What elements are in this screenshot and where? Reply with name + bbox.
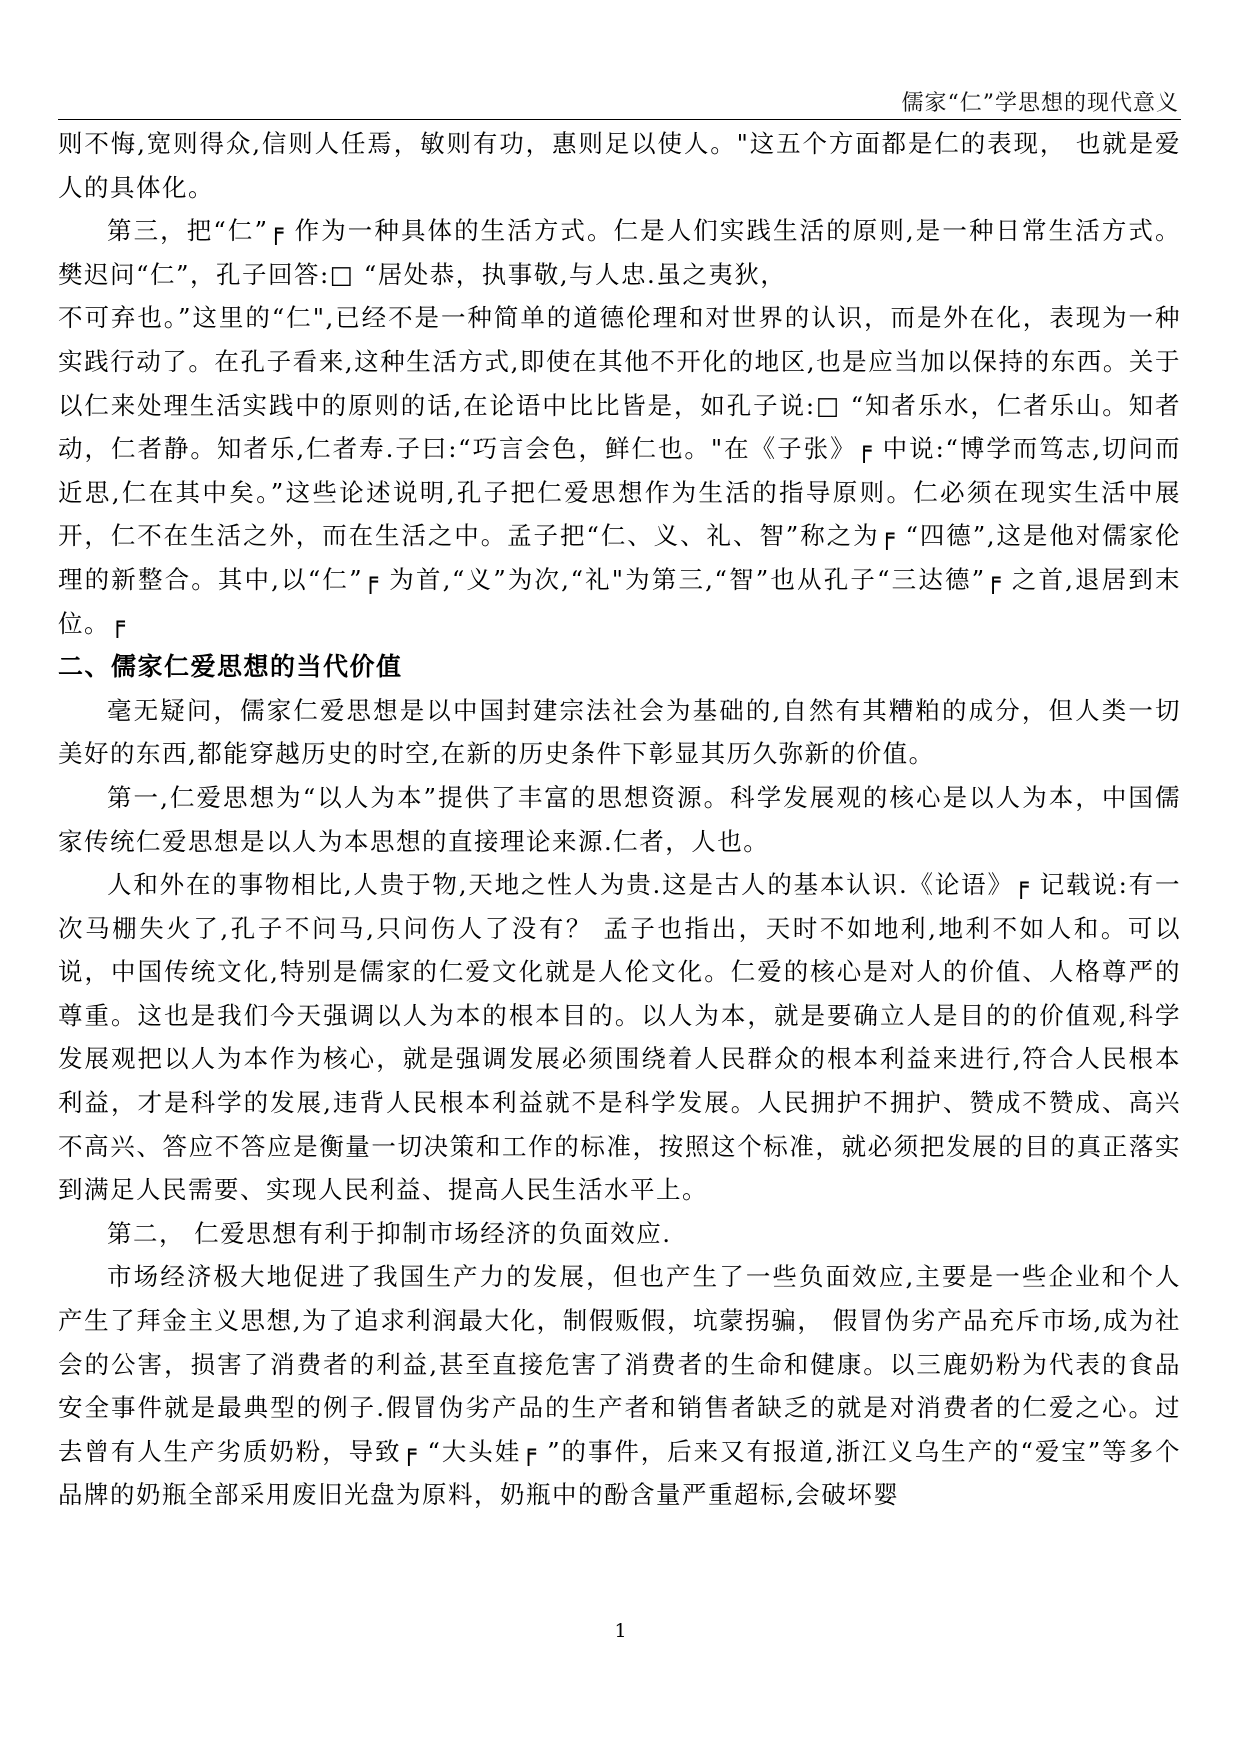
- paragraph-intro: 毫无疑问，儒家仁爱思想是以中国封建宗法社会为基础的,自然有其糟粕的成分，但人类一切美好的东西,都能穿越历史的时空,在新的历史条件下彰显其历久弥新的价值。: [58, 695, 1181, 769]
- paragraph-people-oriented: 人和外在的事物相比,人贵于物,天地之性人为贵.这是古人的基本认识.《论语》╒ 记载说:有一次马棚失火了,孔子不问马,只问伤人了没有？ 孟子也指出，天时不如地利,地利不如人和。可以说，中国传统文化,特别是儒家的仁爱文化就是人伦文化。仁爱的核心是对人的价值、人格尊严的尊重。这也是我们今天强调以人为本的根本目的。以人为本，就是要确立人是目的的价值观,科学发展观把以人为本作为核心，就是强调发展必须围绕着人民群众的根本利益来进行,符合人民根本利益，才是科学的发展,违背人民根本利益就不是科学发展。人民拥护不拥护、赞成不赞成、高兴不高兴、答应不答应是衡量一切决策和工作的标准，按照这个标准，就必须把发展的目的真正落实到满足人民需要、实现人民利益、提高人民生活水平上。: [58, 870, 1181, 1205]
- paragraph-market-economy: 市场经济极大地促进了我国生产力的发展，但也产生了一些负面效应,主要是一些企业和个人产生了拜金主义思想,为了追求利润最大化，制假贩假，坑蒙拐骗， 假冒伪劣产品充斥市场,成为社会的公害，损害了消费者的利益,甚至直接危害了消费者的生命和健康。以三鹿奶粉为代表的食品安全事件就是最典型的例子.假冒伪劣产品的生产者和销售者缺乏的就是对消费者的仁爱之心。过去曾有人生产劣质奶粉，导致╒ “大头娃╒ ”的事件，后来又有报道,浙江义乌生产的“爱宝”等多个品牌的奶瓶全部采用废旧光盘为原料，奶瓶中的酚含量严重超标,会破坏婴: [58, 1262, 1181, 1510]
- paragraph-continued: 则不悔,宽则得众,信则人任焉，敏则有功，惠则足以使人。"这五个方面都是仁的表现， 也就是爱人的具体化。: [58, 129, 1181, 202]
- page-number: 1: [614, 1620, 627, 1642]
- document-body: [58, 122, 1181, 1517]
- paragraph-third-point-continued: 不可弃也。”这里的“仁",已经不是一种简单的道德伦理和对世界的认识，而是外在化，表现为一种实践行动了。在孔子看来,这种生活方式,即使在其他不开化的地区,也是应当加以保持的东西。关于以仁来处理生活实践中的原则的话,在论语中比比皆是，如孔子说:□ “知者乐水，仁者乐山。知者动，仁者静。知者乐,仁者寿.子曰:“巧言会色，鲜仁也。"在《子张》╒ 中说:“博学而笃志,切问而近思,仁在其中矣。”这些论述说明,孔子把仁爱思想作为生活的指导原则。仁必须在现实生活中展开，仁不在生活之外，而在生活之中。孟子把“仁、义、礼、智”称之为╒ “四德”,这是他对儒家伦理的新整合。其中,以“仁”╒ 为首,“义”为次,“礼"为第三,“智”也从孔子“三达德”╒ 之首,退居到末位。╒: [58, 303, 1181, 638]
- section-heading: 二、儒家仁爱思想的当代价值: [58, 652, 403, 682]
- running-header-title: 儒家“仁”学思想的现代意义: [901, 91, 1179, 116]
- paragraph-first-value: 第一,仁爱思想为“以人为本”提供了丰富的思想资源。科学发展观的核心是以人为本，中国儒家传统仁爱思想是以人为本思想的直接理论来源.仁者，人也。: [58, 782, 1181, 856]
- header-rule: [58, 119, 1181, 120]
- paragraph-third-point: 第三，把“仁”╒ 作为一种具体的生活方式。仁是人们实践生活的原则,是一种日常生活方式。樊迟问“仁”，孔子回答:□ “居处恭，执事敬,与人忠.虽之夷狄，: [58, 216, 1181, 289]
- paragraph-second-value: 第二， 仁爱思想有利于抑制市场经济的负面效应.: [107, 1218, 672, 1248]
